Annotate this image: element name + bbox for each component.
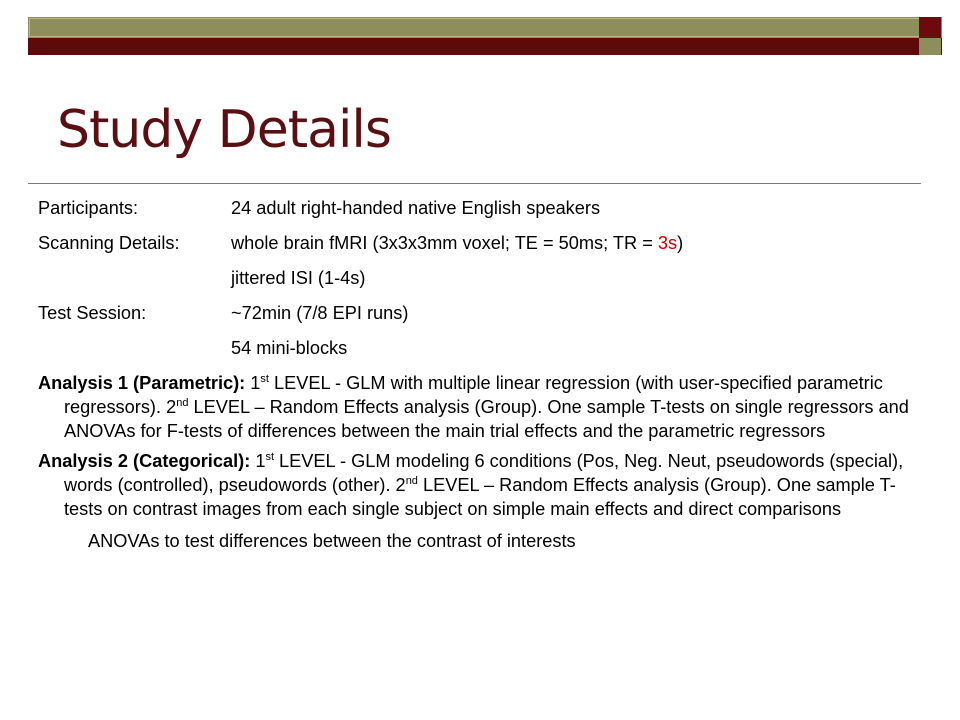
participants-label: Participants: (38, 198, 139, 218)
participants-value: 24 adult right-handed native English speakers (231, 198, 601, 218)
test-session-label: Test Session: (38, 303, 147, 323)
analysis2-label: Analysis 2 (Categorical): (38, 451, 251, 471)
analysis1-text1: LEVEL - GLM with multiple linear regression (with user-specified parametric regressors). 2 (64, 373, 883, 417)
analysis1-sup2: nd (176, 397, 189, 409)
analysis1-num: 1 (245, 373, 261, 393)
header-bar-olive (28, 17, 942, 38)
analysis2-sup2: nd (405, 475, 418, 487)
test-session-value: ~72min (7/8 EPI runs) (231, 303, 409, 323)
scanning-row (38, 231, 928, 255)
analysis1-text2: LEVEL – Random Effects analysis (Group). One sample T-tests on single regressors and ANOVAs for F-tests of differences between the main trial effects and the parametric regressors (64, 397, 909, 441)
scanning-value (231, 231, 683, 255)
analysis2-text1: LEVEL - GLM modeling 6 conditions (Pos, Neg. Neut, pseudowords (special), words (controlled), pseudowords (other). 2 (64, 451, 904, 495)
test-session-continuation: 54 mini-blocks (231, 338, 348, 358)
scanning-tr-value: 3s (657, 233, 678, 253)
scanning-continuation: jittered ISI (1-4s) (231, 268, 366, 288)
analysis2-paragraph (38, 449, 928, 521)
participants-row (38, 196, 928, 220)
scanning-value-main: whole brain fMRI (3x3x3mm voxel; TE = 50ms; TR = (231, 233, 658, 253)
analysis2-num: 1 (250, 451, 266, 471)
analysis1-sup1: st (260, 373, 269, 385)
corner-square (919, 17, 941, 38)
scanning-label: Scanning Details: (38, 233, 180, 253)
analysis1-label: Analysis 1 (Parametric): (38, 373, 246, 393)
slide-content (38, 196, 928, 553)
slide-title: Study Details (57, 100, 391, 160)
header-bar-maroon (28, 38, 942, 55)
test-session-row (38, 301, 928, 325)
header-bar (28, 17, 942, 55)
analysis1-paragraph (38, 371, 928, 443)
analysis2-sup1: st (265, 451, 274, 463)
corner-square-lower (919, 38, 941, 55)
analysis2-text2: LEVEL – Random Effects analysis (Group). One sample T-tests on contrast images from each single subject on simple main effects and direct comparisons (64, 475, 896, 519)
scanning-value-end: ) (677, 233, 684, 253)
analysis2-anovas: ANOVAs to test differences between the contrast of interests (88, 531, 576, 551)
title-rule (28, 183, 921, 184)
